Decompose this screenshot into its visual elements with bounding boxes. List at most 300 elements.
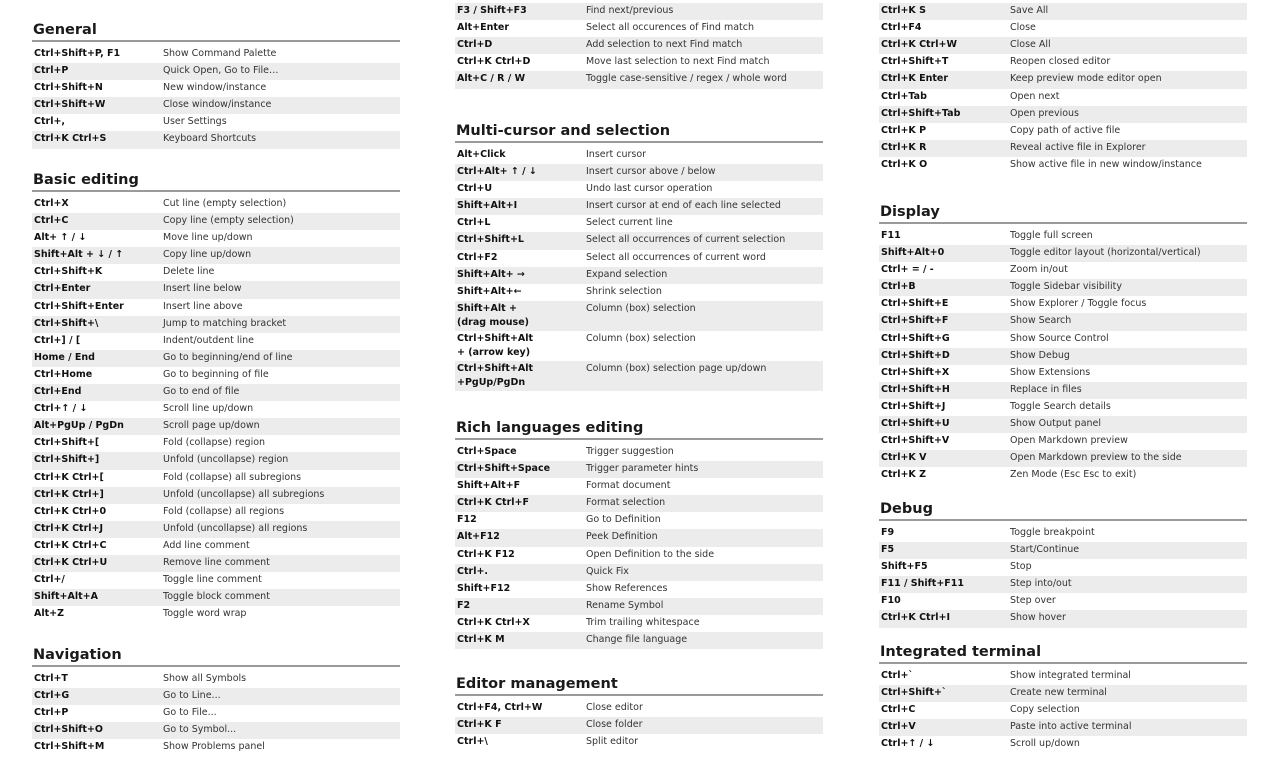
shortcut-description: New window/instance: [163, 82, 267, 94]
section-integrated-terminal: [879, 642, 1247, 753]
shortcut-keys: Ctrl+B: [881, 281, 916, 293]
shortcut-row: [32, 722, 400, 739]
shortcut-row: [879, 313, 1247, 330]
shortcut-row: [455, 461, 823, 478]
section-debug: [879, 499, 1247, 628]
shortcut-row: [455, 147, 823, 164]
shortcut-description: Cut line (empty selection): [163, 198, 287, 209]
shortcut-description: Add selection to next Find match: [586, 39, 743, 51]
shortcut-description: Open next: [1010, 90, 1060, 102]
shortcut-keys: Ctrl+T: [34, 673, 68, 684]
shortcut-keys: Ctrl+Shift+U: [881, 418, 950, 430]
shortcut-description: Quick Fix: [586, 565, 629, 577]
shortcut-description: Show integrated terminal: [1010, 670, 1131, 681]
shortcut-description: Remove line comment: [163, 556, 270, 568]
shortcut-keys: Ctrl+C: [881, 704, 916, 716]
shortcut-description: Show References: [586, 582, 668, 594]
shortcut-row: [879, 37, 1247, 54]
shortcut-keys: Ctrl+↑ / ↓: [34, 403, 88, 415]
shortcut-keys: Ctrl+`: [881, 670, 914, 681]
shortcut-keys: Ctrl+D: [457, 39, 493, 51]
shortcut-row: [455, 632, 823, 649]
shortcut-keys: Ctrl+Shift+T: [881, 56, 949, 68]
shortcut-description: Unfold (uncollapse) all subregions: [163, 488, 325, 500]
shortcut-description: Toggle word wrap: [163, 608, 247, 620]
shortcut-row: [455, 164, 823, 181]
shortcut-row: [32, 247, 400, 264]
shortcut-row: [32, 264, 400, 281]
shortcut-row: [879, 106, 1247, 123]
shortcut-keys: Ctrl+K Ctrl+D: [457, 56, 531, 68]
shortcut-keys: Ctrl+Shift+M: [34, 741, 105, 753]
shortcut-description: Step over: [1010, 595, 1056, 607]
shortcut-row: [455, 284, 823, 301]
shortcut-description: Trigger suggestion: [586, 446, 674, 457]
shortcut-row: [32, 299, 400, 316]
shortcut-description: Copy line up/down: [163, 249, 252, 261]
shortcut-row: [455, 198, 823, 215]
shortcut-description: Insert cursor above / below: [586, 166, 716, 178]
shortcut-description: Close: [1010, 22, 1036, 34]
shortcut-description: Show hover: [1010, 612, 1066, 624]
shortcut-description: Show Extensions: [1010, 366, 1091, 378]
shortcut-row: [879, 245, 1247, 262]
shortcut-row: [32, 367, 400, 384]
shortcut-keys: Ctrl+K Ctrl+W: [881, 39, 957, 51]
shortcut-description: Start/Continue: [1010, 544, 1080, 556]
shortcut-description: Show Source Control: [1010, 332, 1109, 344]
shortcut-keys: Alt+Click: [457, 149, 506, 160]
shortcut-keys: Ctrl+K V: [881, 452, 927, 464]
shortcut-description: Go to Symbol...: [163, 724, 237, 736]
shortcut-row: [879, 382, 1247, 399]
shortcut-keys: Ctrl+Shift+Tab: [881, 107, 961, 119]
shortcut-description: Open Markdown preview to the side: [1010, 452, 1182, 464]
shortcut-row: [32, 538, 400, 555]
shortcut-description: Go to File...: [163, 707, 217, 719]
shortcut-row: [879, 71, 1247, 88]
shortcut-keys: Ctrl+Shift+W: [34, 99, 106, 111]
shortcut-description: Column (box) selection: [586, 302, 696, 314]
shortcut-row: [32, 114, 400, 131]
shortcut-description: Show Command Palette: [163, 48, 277, 59]
shortcut-keys: Shift+Alt+←: [457, 285, 522, 297]
shortcut-description: Delete line: [163, 266, 215, 278]
section-multi-cursor-and-selection: [455, 121, 823, 391]
shortcut-keys: Shift+Alt+ →: [457, 268, 525, 280]
shortcut-keys: Shift+Alt + (drag mouse): [457, 302, 529, 328]
shortcut-keys: Ctrl+K Ctrl+S: [34, 133, 107, 145]
shortcut-description: Open previous: [1010, 107, 1080, 119]
shortcut-keys: Ctrl+Shift+\: [34, 317, 99, 329]
shortcut-row: [879, 450, 1247, 467]
shortcut-description: Move line up/down: [163, 232, 253, 244]
shortcut-row: [32, 452, 400, 469]
shortcut-row: [879, 365, 1247, 382]
shortcut-description: Replace in files: [1010, 383, 1082, 395]
shortcut-keys: Ctrl+K O: [881, 158, 928, 170]
shortcut-row: [455, 529, 823, 546]
shortcut-keys: Ctrl+Shift+F: [881, 315, 949, 327]
shortcut-list: [455, 700, 823, 751]
shortcut-description: Add line comment: [163, 539, 250, 551]
shortcut-keys: Ctrl+L: [457, 217, 491, 229]
shortcut-row: [455, 700, 823, 717]
shortcut-row: [879, 467, 1247, 484]
shortcut-row: [879, 736, 1247, 753]
shortcut-list: [32, 46, 400, 149]
shortcut-list: [32, 671, 400, 756]
shortcut-keys: Ctrl+K Ctrl+X: [457, 616, 530, 628]
shortcut-keys: Ctrl+Shift+`: [881, 687, 947, 699]
shortcut-row: [32, 572, 400, 589]
shortcut-row: [879, 348, 1247, 365]
shortcut-row: [32, 333, 400, 350]
shortcut-description: Toggle block comment: [163, 591, 270, 603]
section-heading: Navigation: [32, 645, 400, 667]
section-heading: Debug: [879, 499, 1247, 521]
shortcut-row: [879, 157, 1247, 174]
shortcut-row: [32, 688, 400, 705]
shortcut-keys: Ctrl+End: [34, 386, 82, 398]
shortcut-keys: Ctrl+Shift+G: [881, 332, 950, 344]
shortcut-row: [879, 610, 1247, 627]
shortcut-keys: Shift+Alt+0: [881, 247, 945, 259]
shortcut-keys: Ctrl+Shift+V: [881, 435, 950, 447]
shortcut-keys: Ctrl+K Ctrl+C: [34, 539, 107, 551]
shortcut-keys: Ctrl+Shift+P, F1: [34, 48, 121, 59]
shortcut-keys: Ctrl+Shift+Enter: [34, 300, 124, 312]
shortcut-keys: F3 / Shift+F3: [457, 5, 527, 17]
shortcut-list: [879, 0, 1247, 174]
shortcut-description: Toggle line comment: [163, 574, 262, 586]
shortcut-row: [32, 316, 400, 333]
shortcut-row: [879, 54, 1247, 71]
shortcut-row: [455, 215, 823, 232]
shortcut-keys: Ctrl+K F: [457, 719, 502, 731]
shortcut-row: [879, 228, 1247, 245]
shortcut-description: Step into/out: [1010, 578, 1072, 590]
shortcut-keys: Ctrl+ = / -: [881, 264, 934, 276]
shortcut-description: Select all occurrences of current selection: [586, 234, 786, 246]
shortcut-keys: Ctrl+,: [34, 116, 66, 128]
shortcut-keys: F9: [881, 527, 895, 538]
shortcut-keys: Ctrl+K Ctrl+0: [34, 505, 107, 517]
shortcut-description: Zoom in/out: [1010, 264, 1068, 276]
shortcut-row: [32, 521, 400, 538]
shortcut-row: [879, 702, 1247, 719]
shortcut-row: [32, 504, 400, 521]
shortcut-row: [455, 37, 823, 54]
shortcut-description: Unfold (uncollapse) region: [163, 454, 289, 466]
shortcut-row: [455, 267, 823, 284]
shortcut-description: Zen Mode (Esc Esc to exit): [1010, 469, 1137, 481]
shortcut-description: Open Definition to the side: [586, 548, 715, 560]
section-rich-languages-editing: [455, 418, 823, 649]
shortcut-keys: Shift+F5: [881, 561, 928, 573]
shortcut-description: Format selection: [586, 497, 666, 509]
shortcut-keys: Ctrl+Shift+N: [34, 82, 103, 94]
shortcut-description: Insert cursor at end of each line selected: [586, 200, 781, 212]
shortcut-row: [32, 46, 400, 63]
shortcut-keys: Home / End: [34, 351, 95, 363]
shortcut-keys: F10: [881, 595, 901, 607]
shortcut-description: Show all Symbols: [163, 673, 247, 684]
shortcut-row: [879, 593, 1247, 610]
shortcut-description: Quick Open, Go to File…: [163, 65, 279, 77]
shortcut-keys: Ctrl+Shift+[: [34, 437, 100, 449]
shortcut-row: [879, 525, 1247, 542]
shortcut-keys: Ctrl+Shift+D: [881, 349, 950, 361]
shortcut-row: [32, 213, 400, 230]
shortcut-description: Format document: [586, 480, 671, 492]
shortcut-keys: Alt+Z: [34, 608, 64, 620]
shortcut-description: Copy selection: [1010, 704, 1080, 716]
shortcut-description: Copy line (empty selection): [163, 215, 294, 227]
shortcut-keys: Ctrl+P: [34, 65, 69, 77]
shortcut-description: Keep preview mode editor open: [1010, 73, 1162, 85]
shortcut-description: Go to beginning of file: [163, 368, 269, 380]
shortcut-description: Go to end of file: [163, 386, 240, 398]
shortcut-row: [455, 444, 823, 461]
shortcut-row: [455, 734, 823, 751]
shortcut-description: User Settings: [163, 116, 227, 128]
shortcut-keys: Ctrl+K P: [881, 124, 927, 136]
shortcut-keys: Ctrl+C: [34, 215, 69, 227]
shortcut-keys: Ctrl+Shift+K: [34, 266, 103, 278]
shortcut-keys: F11: [881, 230, 901, 241]
shortcut-description: Fold (collapse) region: [163, 437, 266, 449]
shortcut-keys: Ctrl+U: [457, 183, 493, 195]
shortcut-description: Fold (collapse) all regions: [163, 505, 285, 517]
shortcut-row: [879, 668, 1247, 685]
shortcut-description: Reveal active file in Explorer: [1010, 141, 1146, 153]
shortcut-row: [455, 478, 823, 495]
shortcut-description: Copy path of active file: [1010, 124, 1121, 136]
shortcut-description: Open Markdown preview: [1010, 435, 1128, 447]
shortcut-row: [32, 418, 400, 435]
shortcut-row: [455, 547, 823, 564]
shortcut-row: [32, 470, 400, 487]
section-continued: [879, 0, 1247, 174]
shortcut-keys: Ctrl+F2: [457, 251, 498, 263]
shortcut-description: Close window/instance: [163, 99, 272, 111]
shortcut-row: [32, 435, 400, 452]
shortcut-keys: Ctrl+K R: [881, 141, 927, 153]
shortcut-keys: Ctrl+K Ctrl+U: [34, 556, 108, 568]
shortcut-description: Toggle Search details: [1010, 400, 1111, 412]
shortcut-description: Split editor: [586, 736, 639, 748]
shortcut-row: [32, 384, 400, 401]
shortcut-row: [455, 581, 823, 598]
shortcut-keys: Ctrl+K Ctrl+F: [457, 497, 529, 509]
shortcut-row: [879, 123, 1247, 140]
shortcut-keys: Ctrl+Home: [34, 368, 93, 380]
shortcut-keys: Ctrl+Tab: [881, 90, 927, 102]
shortcut-row: [879, 279, 1247, 296]
shortcut-keys: Ctrl+Shift+H: [881, 383, 950, 395]
section-heading: General: [32, 20, 400, 42]
shortcut-row: [32, 230, 400, 247]
shortcut-description: Paste into active terminal: [1010, 721, 1132, 733]
shortcut-description: Create new terminal: [1010, 687, 1107, 699]
shortcut-row: [455, 301, 823, 331]
shortcut-row: [455, 512, 823, 529]
shortcut-row: [879, 140, 1247, 157]
shortcut-row: [455, 3, 823, 20]
shortcut-keys: Ctrl+F4: [881, 22, 922, 34]
shortcut-list: [879, 525, 1247, 628]
shortcut-keys: F12: [457, 514, 477, 526]
section-continued: [455, 0, 823, 89]
shortcut-description: Stop: [1010, 561, 1032, 573]
shortcut-keys: Ctrl+Shift+Alt +PgUp/PgDn: [457, 362, 534, 388]
shortcut-row: [455, 564, 823, 581]
shortcut-row: [32, 487, 400, 504]
shortcut-description: Toggle Sidebar visibility: [1010, 281, 1123, 293]
shortcut-row: [879, 20, 1247, 37]
shortcut-keys: Ctrl+/: [34, 574, 65, 586]
shortcut-description: Show Debug: [1010, 349, 1070, 361]
shortcut-row: [32, 350, 400, 367]
shortcut-keys: Ctrl+↑ / ↓: [881, 738, 935, 750]
shortcut-description: Go to beginning/end of line: [163, 351, 293, 363]
shortcut-keys: Alt+Enter: [457, 22, 510, 34]
shortcut-description: Close folder: [586, 719, 643, 731]
shortcut-description: Jump to matching bracket: [163, 317, 287, 329]
shortcut-description: Scroll up/down: [1010, 738, 1080, 750]
shortcut-description: Undo last cursor operation: [586, 183, 713, 195]
shortcut-keys: F2: [457, 599, 471, 611]
shortcut-description: Select all occurrences of current word: [586, 251, 766, 263]
shortcut-row: [879, 416, 1247, 433]
shortcut-keys: Shift+Alt+I: [457, 200, 518, 212]
shortcut-description: Change file language: [586, 634, 688, 646]
shortcut-keys: Ctrl+Space: [457, 446, 517, 457]
shortcut-description: Keyboard Shortcuts: [163, 133, 257, 145]
shortcut-description: Trigger parameter hints: [586, 463, 699, 475]
section-heading: Rich languages editing: [455, 418, 823, 440]
shortcut-row: [879, 576, 1247, 593]
shortcut-list: [879, 668, 1247, 753]
shortcut-row: [32, 589, 400, 606]
shortcut-row: [455, 495, 823, 512]
shortcut-row: [879, 685, 1247, 702]
shortcut-list: [32, 196, 400, 623]
shortcut-keys: F5: [881, 544, 895, 556]
shortcut-row: [879, 719, 1247, 736]
shortcut-list: [455, 0, 823, 89]
shortcut-description: Trim trailing whitespace: [586, 616, 700, 628]
shortcut-row: [32, 739, 400, 756]
shortcut-row: [455, 598, 823, 615]
shortcut-row: [32, 281, 400, 298]
shortcut-keys: Ctrl+Shift+Alt + (arrow key): [457, 332, 534, 358]
shortcut-keys: F11 / Shift+F11: [881, 578, 964, 590]
section-heading: Integrated terminal: [879, 642, 1247, 664]
shortcut-row: [879, 433, 1247, 450]
shortcut-description: Indent/outdent line: [163, 334, 254, 346]
shortcut-description: Peek Definition: [586, 531, 658, 543]
shortcut-row: [455, 181, 823, 198]
shortcut-description: Toggle breakpoint: [1010, 527, 1095, 538]
shortcut-description: Close All: [1010, 39, 1051, 51]
shortcut-list: [455, 147, 823, 391]
shortcut-row: [455, 232, 823, 249]
shortcut-description: Show active file in new window/instance: [1010, 158, 1202, 170]
shortcut-keys: Ctrl+V: [881, 721, 916, 733]
shortcut-description: Insert line below: [163, 283, 242, 295]
section-heading: Editor management: [455, 674, 823, 696]
shortcut-list: [879, 228, 1247, 484]
section-navigation: [32, 645, 400, 756]
shortcut-keys: Ctrl+\: [457, 736, 488, 748]
shortcut-keys: Ctrl+K F12: [457, 548, 515, 560]
section-heading: Basic editing: [32, 170, 400, 192]
shortcut-keys: Ctrl+.: [457, 565, 489, 577]
shortcut-description: Show Search: [1010, 315, 1072, 327]
shortcut-description: Find next/previous: [586, 5, 674, 17]
shortcut-description: Insert cursor: [586, 149, 647, 160]
shortcut-keys: Ctrl+Shift+E: [881, 298, 949, 310]
shortcut-description: Shrink selection: [586, 285, 662, 297]
shortcut-keys: Ctrl+Shift+X: [881, 366, 950, 378]
shortcut-description: Show Explorer / Toggle focus: [1010, 298, 1147, 310]
shortcut-description: Toggle full screen: [1010, 230, 1093, 241]
shortcut-keys: Ctrl+K Ctrl+I: [881, 612, 951, 624]
shortcut-keys: Ctrl+Shift+Space: [457, 463, 551, 475]
shortcut-row: [879, 542, 1247, 559]
shortcut-row: [32, 196, 400, 213]
section-display: [879, 202, 1247, 484]
section-heading: Display: [879, 202, 1247, 224]
shortcut-keys: Shift+Alt+F: [457, 480, 521, 492]
shortcut-description: Select all occurences of Find match: [586, 22, 755, 34]
shortcut-row: [455, 71, 823, 88]
shortcut-keys: Ctrl+F4, Ctrl+W: [457, 702, 543, 713]
shortcut-description: Close editor: [586, 702, 643, 713]
shortcut-row: [32, 671, 400, 688]
shortcut-description: Toggle editor layout (horizontal/vertical): [1010, 247, 1201, 259]
shortcut-keys: Shift+Alt + ↓ / ↑: [34, 249, 124, 261]
section-heading: Multi-cursor and selection: [455, 121, 823, 143]
shortcut-keys: Ctrl+K S: [881, 5, 926, 17]
shortcut-row: [879, 296, 1247, 313]
shortcut-row: [32, 606, 400, 623]
shortcut-description: Toggle case-sensitive / regex / whole word: [586, 73, 787, 85]
shortcut-keys: Alt+F12: [457, 531, 500, 543]
shortcut-keys: Ctrl+Shift+]: [34, 454, 100, 466]
shortcut-row: [455, 54, 823, 71]
shortcut-description: Go to Definition: [586, 514, 661, 526]
shortcut-keys: Shift+F12: [457, 582, 511, 594]
shortcut-description: Go to Line...: [163, 690, 221, 702]
shortcut-keys: Ctrl+Shift+L: [457, 234, 524, 246]
shortcut-row: [32, 401, 400, 418]
shortcut-row: [32, 705, 400, 722]
shortcut-keys: Ctrl+Enter: [34, 283, 91, 295]
shortcut-keys: Ctrl+K Enter: [881, 73, 949, 85]
shortcut-row: [32, 555, 400, 572]
shortcut-row: [455, 717, 823, 734]
shortcut-description: Show Problems panel: [163, 741, 265, 753]
shortcut-keys: Ctrl+Shift+O: [34, 724, 103, 736]
shortcut-row: [879, 559, 1247, 576]
shortcut-list: [455, 444, 823, 649]
shortcut-keys: Ctrl+G: [34, 690, 70, 702]
shortcut-row: [455, 615, 823, 632]
shortcut-row: [32, 80, 400, 97]
